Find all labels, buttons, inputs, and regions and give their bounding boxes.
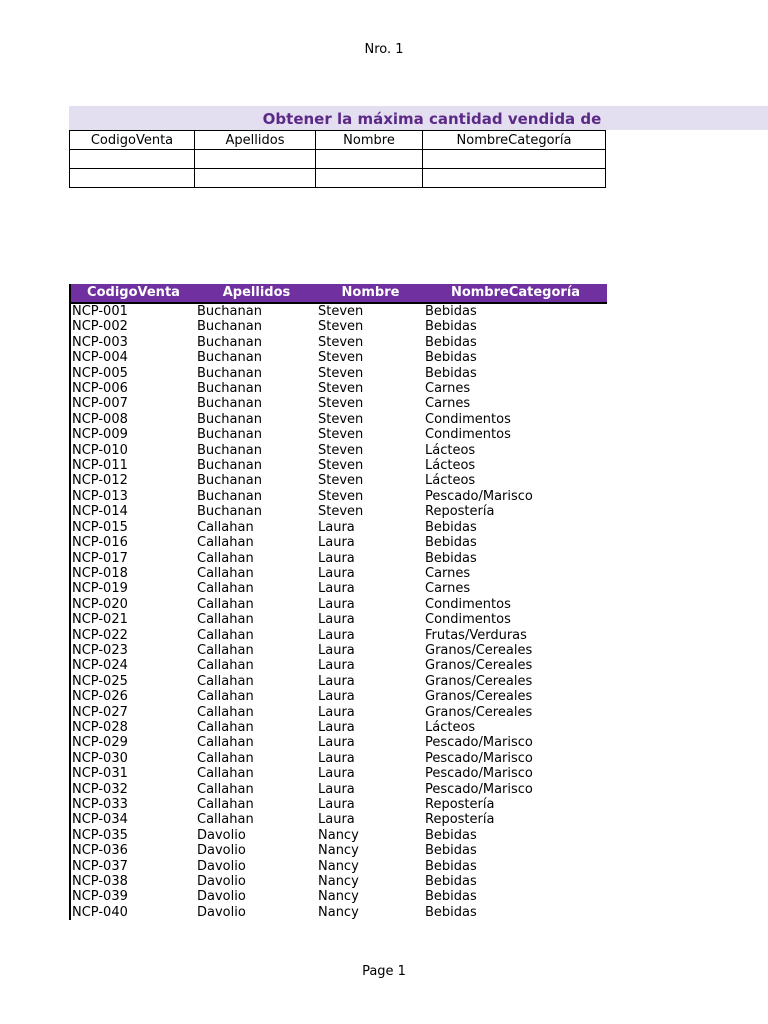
- cell-codigo-venta: NCP-018: [72, 565, 128, 581]
- cell-nombre: Steven: [318, 334, 364, 350]
- cell-codigo-venta: NCP-004: [72, 350, 128, 366]
- table-row: [71, 735, 607, 750]
- form-cell-nombre[interactable]: [316, 169, 423, 188]
- form-cell-codigo-venta[interactable]: [70, 150, 195, 169]
- cell-nombre-categoria: Repostería: [425, 797, 495, 812]
- cell-nombre: Steven: [318, 427, 364, 443]
- cell-nombre-categoria: Granos/Cereales: [425, 689, 533, 705]
- cell-nombre: Laura: [318, 766, 355, 782]
- cell-codigo-venta: NCP-027: [72, 704, 128, 720]
- cell-nombre: Steven: [318, 458, 364, 474]
- column-header-nombre: Nombre: [317, 284, 424, 303]
- cell-nombre: Steven: [318, 396, 364, 412]
- cell-codigo-venta: NCP-036: [72, 843, 128, 859]
- cell-apellidos: Davolio: [197, 889, 246, 905]
- cell-nombre-categoria: Granos/Cereales: [425, 704, 533, 720]
- cell-nombre: Laura: [318, 535, 355, 551]
- cell-codigo-venta: NCP-009: [72, 427, 128, 443]
- cell-apellidos: Callahan: [197, 642, 254, 658]
- cell-codigo-venta: NCP-016: [72, 535, 128, 551]
- form-cell-apellidos[interactable]: [195, 150, 316, 169]
- table-row: [71, 581, 607, 596]
- cell-codigo-venta: NCP-020: [72, 596, 128, 612]
- column-header-apellidos: Apellidos: [196, 284, 317, 303]
- cell-codigo-venta: NCP-025: [72, 673, 128, 689]
- page-title: [69, 106, 605, 130]
- table-row: [71, 473, 607, 488]
- cell-apellidos: Buchanan: [197, 396, 262, 412]
- cell-nombre: Laura: [318, 596, 355, 612]
- form-header-nombre: Nombre: [316, 131, 423, 150]
- cell-nombre-categoria: Lácteos: [425, 458, 476, 474]
- cell-apellidos: Buchanan: [197, 411, 262, 427]
- cell-nombre: Laura: [318, 642, 355, 658]
- cell-nombre: Nancy: [318, 904, 359, 920]
- table-row: [71, 303, 607, 319]
- table-row: [71, 628, 607, 643]
- cell-apellidos: Callahan: [197, 565, 254, 581]
- table-row: [71, 658, 607, 673]
- cell-codigo-venta: NCP-029: [72, 735, 128, 751]
- cell-nombre-categoria: Pescado/Marisco: [425, 750, 533, 766]
- table-row: [71, 689, 607, 704]
- cell-apellidos: Callahan: [197, 612, 254, 628]
- cell-nombre: Laura: [318, 581, 355, 597]
- table-row: [71, 412, 607, 427]
- cell-nombre: Steven: [318, 319, 364, 335]
- data-table: [71, 284, 607, 920]
- table-row: [71, 566, 607, 581]
- cell-nombre: Nancy: [318, 827, 359, 843]
- cell-codigo-venta: NCP-022: [72, 627, 128, 643]
- table-row: [71, 551, 607, 566]
- cell-nombre-categoria: Lácteos: [425, 442, 476, 458]
- column-header-codigo-venta: CodigoVenta: [71, 284, 196, 303]
- cell-codigo-venta: NCP-035: [72, 827, 128, 843]
- cell-nombre-categoria: Pescado/Marisco: [425, 781, 533, 797]
- cell-codigo-venta: NCP-030: [72, 750, 128, 766]
- table-row: [71, 381, 607, 396]
- table-row: [71, 674, 607, 689]
- cell-nombre: Laura: [318, 550, 355, 566]
- cell-codigo-venta: NCP-034: [72, 812, 128, 828]
- cell-nombre-categoria: Bebidas: [425, 843, 477, 859]
- cell-codigo-venta: NCP-001: [72, 304, 128, 319]
- cell-nombre-categoria: Lácteos: [425, 719, 476, 735]
- page-number-top: Nro. 1: [364, 42, 404, 57]
- cell-apellidos: Buchanan: [197, 442, 262, 458]
- form-cell-nombre-categoria[interactable]: [423, 150, 606, 169]
- cell-apellidos: Buchanan: [197, 488, 262, 504]
- cell-codigo-venta: NCP-014: [72, 504, 128, 520]
- cell-nombre-categoria: Frutas/Verduras: [425, 627, 527, 643]
- table-row: [71, 335, 607, 350]
- data-table-body: [71, 303, 607, 920]
- table-row: [71, 643, 607, 658]
- cell-nombre: Nancy: [318, 858, 359, 874]
- cell-codigo-venta: NCP-005: [72, 365, 128, 381]
- cell-apellidos: Davolio: [197, 904, 246, 920]
- cell-nombre: Laura: [318, 735, 355, 751]
- cell-apellidos: Callahan: [197, 673, 254, 689]
- cell-nombre: Laura: [318, 812, 355, 828]
- cell-codigo-venta: NCP-015: [72, 519, 128, 535]
- table-row: [71, 612, 607, 627]
- cell-codigo-venta: NCP-017: [72, 550, 128, 566]
- cell-nombre: Laura: [318, 750, 355, 766]
- form-table-row: [70, 169, 606, 188]
- cell-nombre-categoria: Bebidas: [425, 519, 477, 535]
- cell-codigo-venta: NCP-040: [72, 904, 128, 920]
- cell-apellidos: Davolio: [197, 874, 246, 890]
- cell-apellidos: Callahan: [197, 689, 254, 705]
- cell-nombre-categoria: Bebidas: [425, 304, 477, 319]
- cell-nombre: Steven: [318, 442, 364, 458]
- table-row: [71, 812, 607, 827]
- cell-apellidos: Buchanan: [197, 334, 262, 350]
- cell-nombre-categoria: Condimentos: [425, 596, 511, 612]
- cell-nombre-categoria: Repostería: [425, 812, 495, 828]
- table-row: [71, 489, 607, 504]
- table-row: [71, 828, 607, 843]
- cell-nombre-categoria: Bebidas: [425, 904, 477, 920]
- cell-apellidos: Buchanan: [197, 504, 262, 520]
- cell-nombre-categoria: Lácteos: [425, 473, 476, 489]
- form-header-nombre-categoria: NombreCategoría: [423, 131, 606, 150]
- form-cell-nombre[interactable]: [316, 150, 423, 169]
- cell-nombre: Laura: [318, 519, 355, 535]
- cell-nombre-categoria: Bebidas: [425, 889, 477, 905]
- cell-nombre-categoria: Pescado/Marisco: [425, 766, 533, 782]
- cell-apellidos: Callahan: [197, 581, 254, 597]
- table-row: [71, 797, 607, 812]
- table-row: [71, 443, 607, 458]
- cell-apellidos: Callahan: [197, 704, 254, 720]
- cell-nombre: Laura: [318, 658, 355, 674]
- cell-apellidos: Callahan: [197, 535, 254, 551]
- table-row: [71, 905, 607, 920]
- cell-codigo-venta: NCP-031: [72, 766, 128, 782]
- cell-nombre: Steven: [318, 473, 364, 489]
- cell-apellidos: Callahan: [197, 658, 254, 674]
- cell-nombre-categoria: Bebidas: [425, 550, 477, 566]
- cell-apellidos: Callahan: [197, 519, 254, 535]
- cell-nombre-categoria: Bebidas: [425, 827, 477, 843]
- cell-codigo-venta: NCP-006: [72, 381, 128, 397]
- cell-apellidos: Callahan: [197, 812, 254, 828]
- cell-codigo-venta: NCP-007: [72, 396, 128, 412]
- cell-nombre: Laura: [318, 627, 355, 643]
- form-table-header-row: [70, 131, 606, 150]
- cell-codigo-venta: NCP-013: [72, 488, 128, 504]
- cell-codigo-venta: NCP-026: [72, 689, 128, 705]
- cell-codigo-venta: NCP-021: [72, 612, 128, 628]
- cell-nombre: Steven: [318, 381, 364, 397]
- cell-codigo-venta: NCP-023: [72, 642, 128, 658]
- cell-nombre-categoria: Condimentos: [425, 411, 511, 427]
- cell-codigo-venta: NCP-019: [72, 581, 128, 597]
- cell-codigo-venta: NCP-008: [72, 411, 128, 427]
- table-row: [71, 427, 607, 442]
- cell-nombre-categoria: Carnes: [425, 581, 471, 597]
- cell-apellidos: Buchanan: [197, 304, 262, 319]
- cell-nombre: Laura: [318, 689, 355, 705]
- cell-nombre-categoria: Bebidas: [425, 334, 477, 350]
- form-table-body: [70, 131, 606, 188]
- table-row: [71, 350, 607, 365]
- cell-codigo-venta: NCP-010: [72, 442, 128, 458]
- form-cell-nombre-categoria[interactable]: [423, 169, 606, 188]
- cell-codigo-venta: NCP-038: [72, 874, 128, 890]
- table-row: [71, 843, 607, 858]
- cell-nombre: Laura: [318, 719, 355, 735]
- cell-apellidos: Callahan: [197, 719, 254, 735]
- cell-nombre: Laura: [318, 612, 355, 628]
- cell-nombre-categoria: Carnes: [425, 381, 471, 397]
- cell-nombre: Nancy: [318, 843, 359, 859]
- cell-codigo-venta: NCP-024: [72, 658, 128, 674]
- table-row: [71, 535, 607, 550]
- cell-nombre-categoria: Bebidas: [425, 319, 477, 335]
- form-header-apellidos: Apellidos: [195, 131, 316, 150]
- cell-codigo-venta: NCP-011: [72, 458, 128, 474]
- column-header-nombre-categoria: NombreCategoría: [424, 284, 607, 303]
- cell-apellidos: Callahan: [197, 596, 254, 612]
- cell-apellidos: Callahan: [197, 735, 254, 751]
- cell-nombre-categoria: Carnes: [425, 396, 471, 412]
- cell-codigo-venta: NCP-028: [72, 719, 128, 735]
- cell-codigo-venta: NCP-002: [72, 319, 128, 335]
- cell-codigo-venta: NCP-003: [72, 334, 128, 350]
- cell-codigo-venta: NCP-012: [72, 473, 128, 489]
- table-row: [71, 889, 607, 904]
- table-row: [71, 597, 607, 612]
- cell-apellidos: Callahan: [197, 766, 254, 782]
- cell-apellidos: Callahan: [197, 627, 254, 643]
- cell-apellidos: Callahan: [197, 750, 254, 766]
- table-row: [71, 751, 607, 766]
- cell-apellidos: Buchanan: [197, 427, 262, 443]
- table-row: [71, 520, 607, 535]
- table-row: [71, 720, 607, 735]
- cell-nombre: Steven: [318, 350, 364, 366]
- cell-nombre-categoria: Bebidas: [425, 350, 477, 366]
- cell-nombre: Steven: [318, 504, 364, 520]
- data-table-container: [69, 284, 607, 920]
- table-row: [71, 782, 607, 797]
- cell-nombre-categoria: Bebidas: [425, 365, 477, 381]
- cell-nombre: Steven: [318, 304, 364, 319]
- table-row: [71, 396, 607, 411]
- cell-nombre-categoria: Condimentos: [425, 612, 511, 628]
- cell-nombre: Steven: [318, 488, 364, 504]
- cell-nombre-categoria: Carnes: [425, 565, 471, 581]
- cell-nombre-categoria: Granos/Cereales: [425, 642, 533, 658]
- cell-codigo-venta: NCP-039: [72, 889, 128, 905]
- table-row: [71, 458, 607, 473]
- cell-nombre-categoria: Pescado/Marisco: [425, 735, 533, 751]
- cell-nombre: Laura: [318, 673, 355, 689]
- cell-codigo-venta: NCP-033: [72, 797, 128, 812]
- data-table-header-row: [71, 284, 607, 303]
- cell-nombre-categoria: Bebidas: [425, 858, 477, 874]
- table-row: [71, 504, 607, 519]
- cell-codigo-venta: NCP-037: [72, 858, 128, 874]
- cell-codigo-venta: NCP-032: [72, 781, 128, 797]
- cell-nombre: Steven: [318, 365, 364, 381]
- cell-apellidos: Buchanan: [197, 458, 262, 474]
- form-header-codigo-venta: CodigoVenta: [70, 131, 195, 150]
- cell-apellidos: Buchanan: [197, 319, 262, 335]
- form-cell-codigo-venta[interactable]: [70, 169, 195, 188]
- cell-apellidos: Buchanan: [197, 350, 262, 366]
- cell-nombre: Laura: [318, 565, 355, 581]
- cell-nombre: Steven: [318, 411, 364, 427]
- form-cell-apellidos[interactable]: [195, 169, 316, 188]
- table-row: [71, 705, 607, 720]
- page-title-text: Obtener la máxima cantidad vendida de: [262, 110, 602, 128]
- cell-nombre-categoria: Repostería: [425, 504, 495, 520]
- title-band: [69, 106, 768, 130]
- cell-nombre: Nancy: [318, 874, 359, 890]
- cell-apellidos: Davolio: [197, 843, 246, 859]
- cell-nombre: Laura: [318, 781, 355, 797]
- cell-apellidos: Davolio: [197, 827, 246, 843]
- table-row: [71, 366, 607, 381]
- cell-apellidos: Buchanan: [197, 365, 262, 381]
- cell-apellidos: Callahan: [197, 550, 254, 566]
- cell-apellidos: Callahan: [197, 797, 254, 812]
- cell-nombre: Nancy: [318, 889, 359, 905]
- table-row: [71, 319, 607, 334]
- table-row: [71, 859, 607, 874]
- cell-nombre: Laura: [318, 797, 355, 812]
- cell-apellidos: Buchanan: [197, 381, 262, 397]
- form-table-row: [70, 150, 606, 169]
- cell-nombre-categoria: Bebidas: [425, 874, 477, 890]
- cell-nombre-categoria: Pescado/Marisco: [425, 488, 533, 504]
- table-row: [71, 874, 607, 889]
- page-number-bottom: Page 1: [362, 964, 406, 979]
- form-table: [69, 130, 606, 188]
- cell-nombre-categoria: Granos/Cereales: [425, 673, 533, 689]
- cell-nombre-categoria: Granos/Cereales: [425, 658, 533, 674]
- cell-apellidos: Davolio: [197, 858, 246, 874]
- table-row: [71, 766, 607, 781]
- cell-nombre: Laura: [318, 704, 355, 720]
- cell-nombre-categoria: Bebidas: [425, 535, 477, 551]
- cell-apellidos: Callahan: [197, 781, 254, 797]
- cell-nombre-categoria: Condimentos: [425, 427, 511, 443]
- cell-apellidos: Buchanan: [197, 473, 262, 489]
